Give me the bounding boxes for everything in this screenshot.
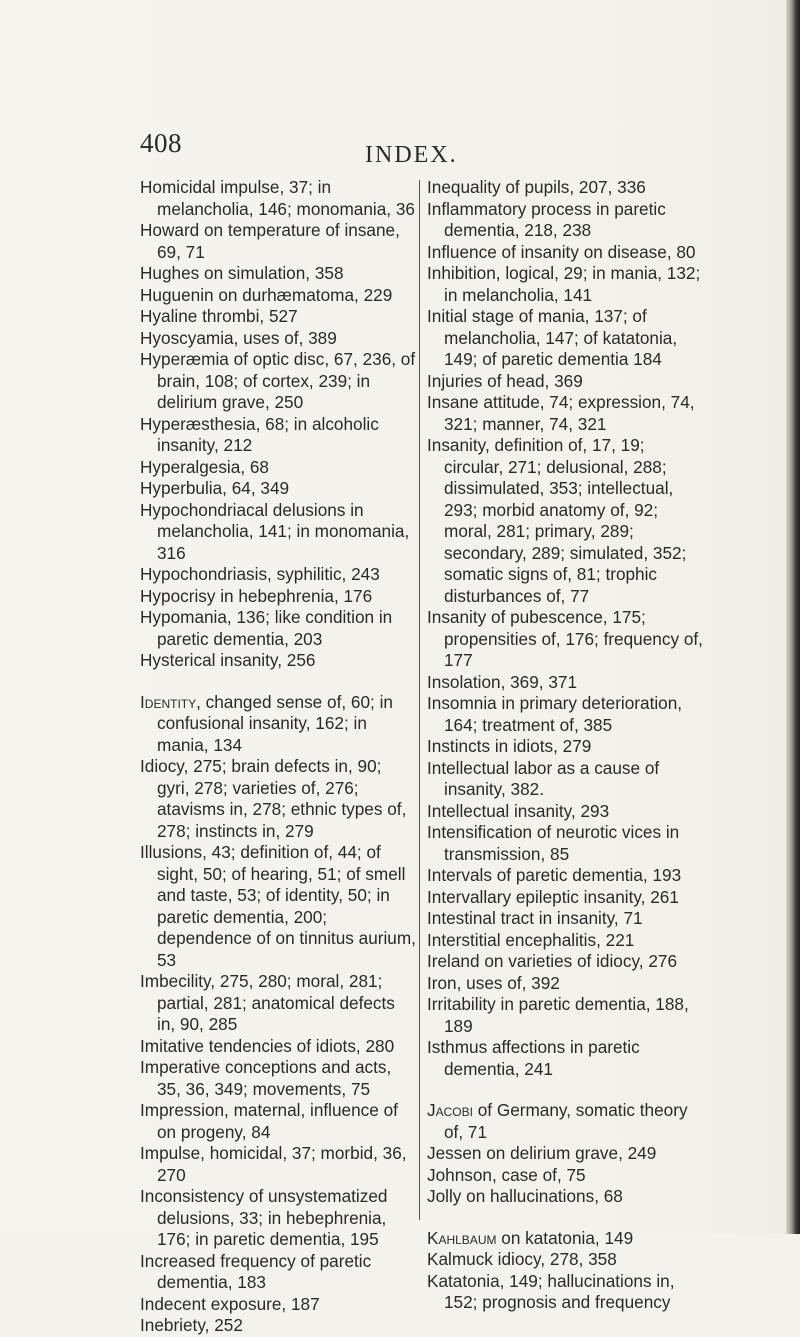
index-entry (140, 285, 416, 307)
index-entry (140, 328, 416, 350)
index-entry (427, 392, 705, 435)
index-entry-text: Injuries of head, 369 (427, 370, 583, 391)
index-entry-text: Intervals of paretic dementia, 193 (427, 865, 682, 885)
index-entry (427, 1165, 705, 1187)
index-entry (140, 564, 416, 586)
index-entry-text: Jessen on delirium grave, 249 (427, 1143, 657, 1163)
index-entry-text: Hypomania, 136; like condition in paretic dementia, 203 (140, 607, 393, 649)
index-entry (427, 1037, 705, 1080)
index-entry-lead: Jacobi (427, 1100, 473, 1120)
index-entry-text: of Germany, somatic theory of, 71 (444, 1100, 688, 1142)
index-entry-text: Indecent exposure, 187 (140, 1293, 320, 1314)
index-entry-text: Inconsistency of unsystematized delusions, 33; in hebephrenia, 176; in paretic dementia, 195 (140, 1186, 388, 1249)
index-entry-text: Intellectual insanity, 293 (427, 800, 610, 821)
index-entry-text: Hyperbulia, 64, 349 (140, 478, 290, 498)
index-entry (427, 263, 705, 306)
column-divider (419, 180, 420, 1220)
index-entry (427, 672, 705, 694)
index-entry (427, 607, 705, 672)
index-entry (427, 822, 705, 865)
index-entry-text: Johnson, case of, 75 (427, 1164, 586, 1185)
index-entry (427, 758, 705, 801)
index-entry-text: Inebriety, 252 (140, 1315, 243, 1335)
index-entry-text: Instincts in idiots, 279 (427, 736, 592, 756)
index-entry-text: Intestinal tract in insanity, 71 (427, 908, 643, 928)
index-column-right (427, 177, 705, 1314)
index-entry (427, 306, 705, 371)
index-entry-text: Illusions, 43; definition of, 44; of sight, 50; of hearing, 51; of smell and taste, 53; of identity, 50; in paretic dementia, 200; dependence of on tinnitus aurium, 53 (140, 842, 416, 970)
index-entry-text: Huguenin on durhæmatoma, 229 (140, 284, 393, 305)
index-entry-text: Ireland on varieties of idiocy, 276 (427, 951, 677, 971)
index-entry (140, 692, 416, 757)
index-entry (140, 349, 416, 414)
index-entry-text: Intensification of neurotic vices in transmission, 85 (427, 822, 680, 864)
index-entry (140, 1186, 416, 1251)
index-column-left (140, 177, 416, 1337)
index-entry-text: Influence of insanity on disease, 80 (427, 241, 696, 262)
index-entry (140, 457, 416, 479)
index-entry (427, 177, 705, 199)
index-entry (427, 908, 705, 930)
index-entry (140, 500, 416, 565)
index-entry-text: Hypochondriasis, syphilitic, 243 (140, 564, 380, 584)
index-entry-text: Irritability in paretic dementia, 188, 189 (427, 994, 689, 1036)
index-entry-text: Idiocy, 275; brain defects in, 90; gyri, 278; varieties of, 276; atavisms in, 278; ethnic types of, 278; instincts in, 279 (140, 756, 407, 841)
index-entry (427, 973, 705, 995)
index-entry-text: Hypocrisy in hebephrenia, 176 (140, 585, 373, 606)
index-entry (140, 1036, 416, 1058)
index-entry (140, 1143, 416, 1186)
index-entry (427, 371, 705, 393)
index-entry-text: Hyperæmia of optic disc, 67, 236, of brain, 108; of cortex, 239; in delirium grave, 250 (140, 349, 416, 412)
index-entry-text: Insane attitude, 74; expression, 74, 321; manner, 74, 321 (427, 392, 695, 434)
index-entry-lead: Kahlbaum (427, 1227, 497, 1248)
index-entry (427, 801, 705, 823)
index-entry (427, 887, 705, 909)
index-entry (140, 414, 416, 457)
index-entry (140, 177, 416, 220)
index-entry (140, 263, 416, 285)
index-entry-text: Howard on temperature of insane, 69, 71 (140, 220, 400, 262)
index-entry (140, 306, 416, 328)
index-entry-text: Insanity of pubescence, 175; propensities of, 176; frequency of, 177 (427, 607, 703, 670)
index-entry (427, 1249, 705, 1271)
index-entry (140, 1100, 416, 1143)
index-entry (140, 842, 416, 971)
index-entry (427, 1186, 705, 1208)
index-entry-text: Insanity, definition of, 17, 19; circular, 271; delusional, 288; dissimulated, 353; intellectual, 293; morbid anatomy of, 92; moral, 281; primary, 289; secondary, 289; simulated, 352; somatic signs of, 81; trophic disturbances of, 77 (427, 435, 687, 606)
index-entry-text: Homicidal impulse, 37; in melancholia, 146; monomania, 36 (140, 177, 415, 219)
index-entry-text: Isthmus affections in paretic dementia, 241 (427, 1037, 640, 1079)
index-entry (427, 736, 705, 758)
index-entry (140, 1315, 416, 1337)
index-entry (427, 1228, 705, 1250)
index-entry (140, 1057, 416, 1100)
index-entry-text: Hyoscyamia, uses of, 389 (140, 327, 337, 348)
index-entry-text: Imperative conceptions and acts, 35, 36, 349; movements, 75 (140, 1057, 392, 1099)
index-entry-text: Impulse, homicidal, 37; morbid, 36, 270 (140, 1143, 407, 1185)
running-head-title: INDEX. (365, 142, 458, 168)
index-entry (140, 650, 416, 672)
index-entry-text: Inhibition, logical, 29; in mania, 132; in melancholia, 141 (427, 263, 701, 305)
index-entry-lead: Identity (140, 691, 197, 712)
index-entry (140, 478, 416, 500)
index-entry-text: Kalmuck idiocy, 278, 358 (427, 1249, 617, 1269)
index-entry-text: Intellectual labor as a cause of insanity, 382. (427, 757, 660, 799)
index-entry-text: Interstitial encephalitis, 221 (427, 929, 635, 950)
index-entry (140, 586, 416, 608)
page-number: 408 (140, 128, 182, 158)
index-entry (140, 1294, 416, 1316)
index-entry-text: on katatonia, 149 (496, 1227, 634, 1248)
page-edge-shadow (786, 0, 800, 1234)
index-entry (427, 865, 705, 887)
index-entry (427, 1271, 705, 1314)
index-entry (427, 242, 705, 264)
index-entry-text: Inflammatory process in paretic dementia, 218, 238 (427, 198, 666, 240)
index-entry-text: Insolation, 369, 371 (427, 671, 578, 692)
index-entry-text: Katatonia, 149; hallucinations in, 152; prognosis and frequency (427, 1270, 675, 1312)
index-entry-text: Impression, maternal, influence of on progeny, 84 (140, 1100, 398, 1142)
index-entry-text: Jolly on hallucinations, 68 (427, 1186, 623, 1206)
index-entry (427, 951, 705, 973)
index-entry (427, 994, 705, 1037)
index-entry-text: Imbecility, 275, 280; moral, 281; partial, 281; anatomical defects in, 90, 285 (140, 971, 395, 1034)
index-entry (140, 756, 416, 842)
index-entry-text: Hyperalgesia, 68 (140, 456, 269, 477)
index-entry-text: Insomnia in primary deterioration, 164; treatment of, 385 (427, 693, 683, 735)
index-entry-text: Intervallary epileptic insanity, 261 (427, 886, 679, 907)
index-entry (427, 199, 705, 242)
index-entry-text: Inequality of pupils, 207, 336 (427, 177, 646, 197)
index-entry-text: Hyperæsthesia, 68; in alcoholic insanity, 212 (140, 413, 379, 455)
index-entry (427, 1100, 705, 1143)
index-entry (427, 693, 705, 736)
index-entry-text: Initial stage of mania, 137; of melancholia, 147; of katatonia, 149; of paretic dementia 184 (427, 306, 678, 369)
index-entry (140, 971, 416, 1036)
index-entry-text: Hysterical insanity, 256 (140, 650, 316, 670)
index-entry (140, 607, 416, 650)
index-entry-text: Hypochondriacal delusions in melancholia, 141; in monomania, 316 (140, 499, 410, 563)
index-entry (427, 930, 705, 952)
index-entry (427, 1143, 705, 1165)
index-entry-text: , changed sense of, 60; in confusional insanity, 162; in mania, 134 (157, 691, 393, 755)
index-entry (427, 435, 705, 607)
index-entry-text: Imitative tendencies of idiots, 280 (140, 1035, 395, 1056)
index-entry-text: Increased frequency of paretic dementia, 183 (140, 1250, 372, 1292)
index-entry (140, 1251, 416, 1294)
index-entry-text: Hyaline thrombi, 527 (140, 306, 298, 326)
index-entry-text: Hughes on simulation, 358 (140, 263, 344, 283)
index-entry-text: Iron, uses of, 392 (427, 972, 560, 993)
index-entry (140, 220, 416, 263)
